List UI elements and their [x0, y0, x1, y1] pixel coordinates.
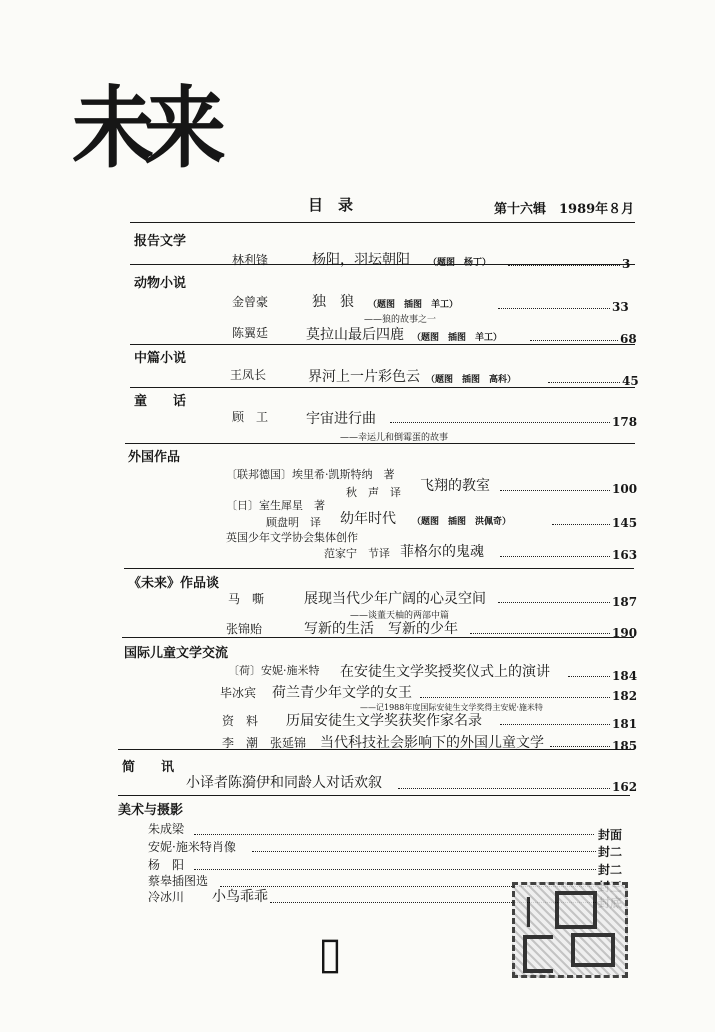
entry-translator: 顾盘明 译	[266, 516, 321, 529]
entry-page: 45	[622, 374, 639, 388]
section-title: 动物小说	[134, 276, 187, 291]
entry-title[interactable]: 当代科技社会影响下的外国儿童文学	[320, 735, 544, 751]
entry-author: 杨 阳	[148, 858, 185, 872]
entry-title[interactable]: 飞翔的教室	[420, 478, 490, 494]
library-stamp: |	[512, 882, 628, 978]
entry-title[interactable]: 荷兰青少年文学的女王	[272, 685, 412, 701]
entry-title[interactable]: 界河上一片彩色云	[308, 369, 420, 385]
entry-title[interactable]: 历届安徒生文学奖获奖作家名录	[286, 713, 482, 729]
entry-title[interactable]: 写新的生活 写新的少年	[304, 621, 458, 637]
entry-page: 162	[612, 780, 638, 794]
entry-author: 陈翼廷	[232, 326, 269, 340]
toc-heading: 目 录	[308, 196, 354, 214]
section-title: 国际儿童文学交流	[124, 646, 229, 661]
entry-title[interactable]: 莫拉山最后四鹿	[306, 327, 404, 343]
section-title: 《未来》作品谈	[128, 576, 220, 591]
entry-author: 朱成梁	[148, 822, 185, 836]
entry-page: 145	[612, 516, 638, 530]
entry-author: 王凤长	[230, 368, 267, 382]
entry-credits: （题图 插图 洪佩奇）	[412, 517, 512, 527]
entry-author: 张锦贻	[226, 622, 263, 636]
entry-title[interactable]: 宇宙进行曲	[306, 411, 376, 427]
printed-mark-icon: ▯	[318, 928, 343, 979]
entry-author: 金曾豪	[232, 295, 269, 309]
entry-credits: （题图 插图 羊工）	[412, 333, 503, 343]
entry-title[interactable]: 杨阳，羽坛朝阳	[312, 252, 410, 268]
entry-author: 冷冰川	[148, 890, 185, 904]
entry-page: 184	[612, 669, 638, 683]
entry-credits: （题图 插图 羊工）	[368, 300, 459, 310]
section-title: 报告文学	[134, 234, 187, 249]
entry-author: 马 嘶	[228, 592, 265, 606]
entry-page: 100	[612, 482, 638, 496]
entry-page: 封二	[598, 845, 623, 859]
entry-author: 英国少年文学协会集体创作	[226, 531, 358, 544]
entry-page: 3	[622, 257, 631, 271]
entry-page: 190	[612, 626, 638, 640]
entry-author: 顾 工	[232, 410, 269, 424]
entry-page: 181	[612, 717, 638, 731]
entry-title[interactable]: 幼年时代	[340, 511, 396, 527]
section-title: 童 话	[134, 394, 187, 409]
entry-page: 178	[612, 415, 638, 429]
entry-page: 187	[612, 595, 638, 609]
entry-credits: （题图 杨丁）	[428, 258, 492, 268]
entry-author: 资 料	[222, 714, 259, 728]
entry-title[interactable]: 独 狼	[312, 294, 354, 310]
entry-author: 李 潮 张延锦	[222, 736, 307, 750]
entry-author: 安妮·施米特肖像	[148, 840, 236, 854]
entry-author: 蔡皋插图选	[148, 874, 209, 888]
entry-page: 68	[620, 332, 637, 346]
section-title: 外国作品	[128, 450, 181, 465]
entry-subtitle: ——幸运儿和倒霉蛋的故事	[340, 433, 449, 443]
entry-page: 185	[612, 739, 638, 753]
entry-page: 163	[612, 548, 638, 562]
entry-author: 〔日〕室生犀星 著	[226, 499, 325, 512]
entry-subtitle: ——谈董天柚的两部中篇	[350, 611, 450, 621]
section-title: 简 讯	[122, 760, 175, 775]
entry-page: 封面	[598, 828, 623, 842]
magazine-logo: 未来	[72, 77, 217, 181]
issue-info: 第十六辑 1989年８月	[494, 202, 635, 217]
section-title: 美术与摄影	[118, 803, 184, 818]
entry-credits: （题图 插图 高科）	[426, 375, 517, 385]
entry-page: 33	[612, 300, 629, 314]
entry-title[interactable]: 在安徒生文学奖授奖仪式上的演讲	[340, 664, 550, 680]
entry-subtitle: ——狼的故事之一	[364, 315, 437, 325]
entry-page: 封二	[598, 863, 623, 877]
entry-title[interactable]: 小鸟乖乖	[212, 889, 268, 905]
entry-title[interactable]: 展现当代少年广阔的心灵空间	[304, 591, 486, 607]
section-title: 中篇小说	[134, 351, 187, 366]
entry-author: 〔联邦德国〕埃里希·凯斯特纳 著	[226, 468, 395, 481]
entry-author: 毕冰宾	[220, 686, 257, 700]
entry-author: 林利锋	[232, 253, 269, 267]
entry-subtitle: ——记1988年度国际安徒生文学奖得主安妮·施米特	[360, 703, 543, 712]
entry-translator: 范家宁 节译	[324, 547, 390, 560]
entry-page: 182	[612, 689, 638, 703]
entry-author: 〔荷〕安妮·施米特	[228, 664, 320, 677]
entry-title[interactable]: 小译者陈漪伊和同龄人对话欢叙	[186, 775, 382, 791]
entry-translator: 秋 声 译	[346, 486, 401, 499]
entry-title[interactable]: 菲格尔的鬼魂	[400, 544, 484, 560]
